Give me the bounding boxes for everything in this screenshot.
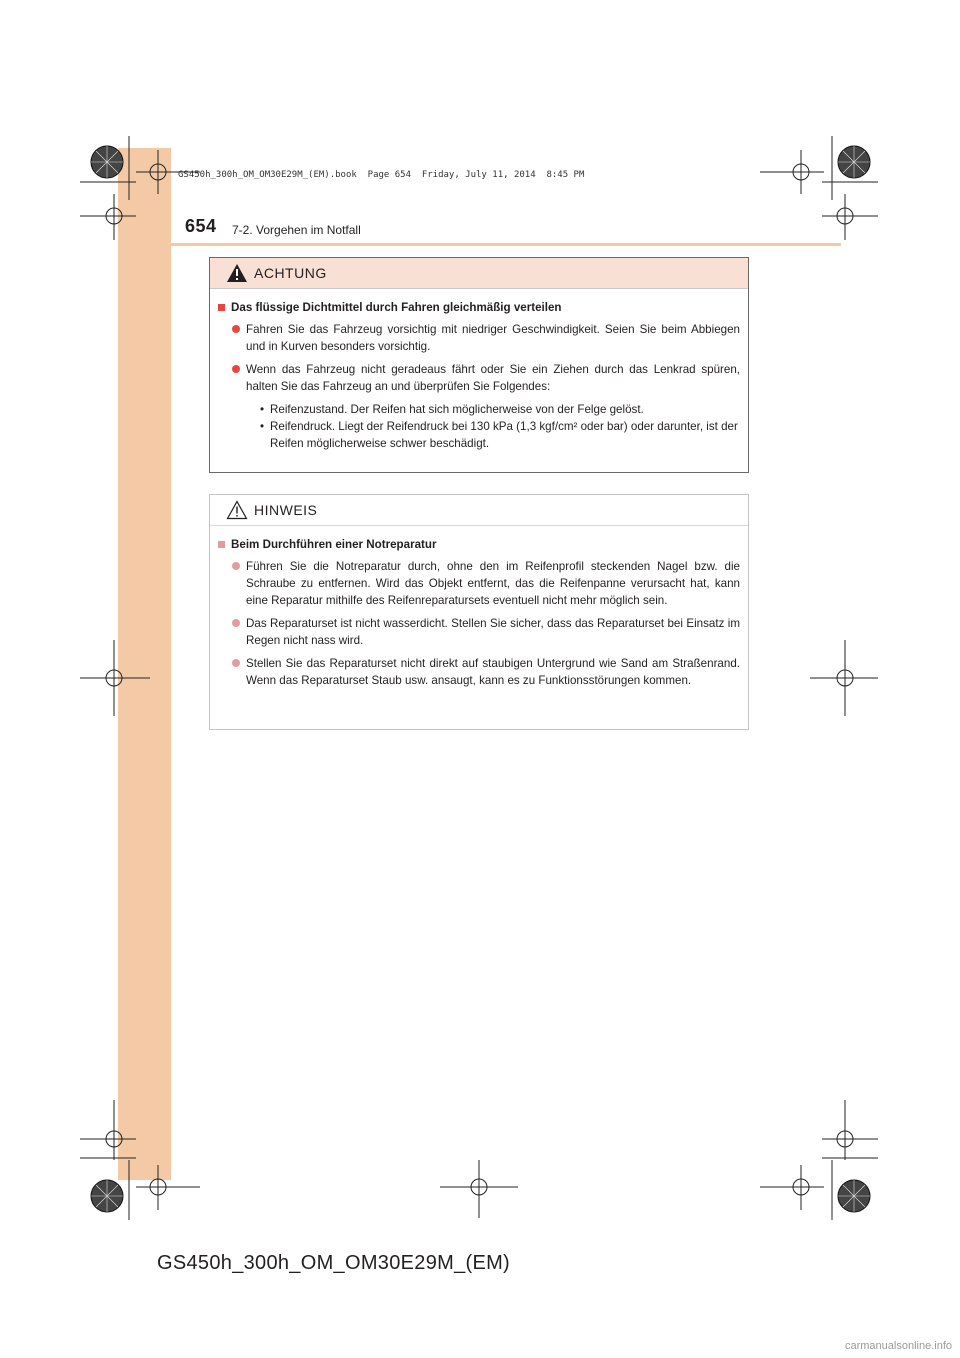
list-item: Wenn das Fahrzeug nicht geradeaus fährt oder Sie ein Ziehen durch das Lenkrad spüren, halten Sie das Fahrzeug an und überprüfen Sie Folgendes: [232, 361, 740, 395]
caution-triangle-icon [226, 500, 248, 520]
note-box-header [210, 495, 748, 526]
watermark: carmanualsonline.info [844, 1340, 952, 1352]
circle-bullet-icon [232, 659, 240, 667]
manual-code: GS450h_300h_OM_OM30E29M_(EM) [157, 1252, 511, 1274]
list-item: Das Reparaturset ist nicht wasserdicht. Stellen Sie sicher, dass das Reparaturset bei Einsatz im Regen nicht nass wird. [232, 615, 740, 649]
warning-subheading: Das flüssige Dichtmittel durch Fahren gleichmäßig verteilen [218, 299, 740, 316]
crosshair-mark [760, 1165, 824, 1210]
note-box-title: HINWEIS [254, 502, 318, 518]
square-bullet-icon [218, 541, 225, 548]
crosshair-mark [136, 150, 200, 194]
crosshair-mark [822, 1100, 878, 1160]
square-bullet-icon [218, 304, 225, 311]
print-info-line: GS450h_300h_OM_OM30E29M_(EM).book Page 654 Friday, July 11, 2014 8:45 PM [178, 170, 585, 180]
warning-box-header [210, 258, 748, 289]
list-item: Fahren Sie das Fahrzeug vorsichtig mit niedriger Geschwindigkeit. Seien Sie beim Abbiegen und in Kurven besonders vorsichtig. [232, 321, 740, 355]
warning-box [209, 257, 749, 473]
crosshair-mark [80, 194, 136, 240]
circle-bullet-icon [232, 619, 240, 627]
section-title: 7-2. Vorgehen im Notfall [232, 223, 361, 237]
crosshair-mark [822, 194, 878, 240]
crosshair-mark [80, 640, 150, 716]
crosshair-mark [760, 150, 824, 194]
page-number: 654 [185, 216, 217, 236]
circle-bullet-icon [232, 365, 240, 373]
list-item: Stellen Sie das Reparaturset nicht direkt auf staubigen Untergrund wie Sand am Straßenrand. Wenn das Reparaturset Staub usw. ansaugt, kann es zu Funktionsstörungen kommen. [232, 655, 740, 689]
check-list-item: • Reifenzustand. Der Reifen hat sich möglicherweise von der Felge gelöst. [260, 403, 644, 416]
crosshair-mark [810, 640, 878, 716]
note-subheading: Beim Durchführen einer Notreparatur [218, 536, 740, 553]
crosshair-mark [440, 1160, 518, 1218]
check-list-item: • Reifendruck. Liegt der Reifendruck bei 130 kPa (1,3 kgf/cm² oder bar) oder darunter, ist der Reifen möglicherweise schwer beschädigt. [260, 420, 738, 450]
circle-bullet-icon [232, 325, 240, 333]
crosshair-mark [80, 1100, 136, 1160]
warning-box-title: ACHTUNG [254, 265, 327, 281]
warning-triangle-icon [226, 263, 248, 283]
check-list [260, 401, 740, 452]
circle-bullet-icon [232, 562, 240, 570]
note-box [209, 494, 749, 730]
list-item: Führen Sie die Notreparatur durch, ohne den im Reifenprofil steckenden Nagel bzw. die Schraube zu entfernen. Wird das Objekt entfernt, das die Reifenpanne verursacht hat, kann eine Reparatur mithilfe des Reifenreparatursets eventuell nicht mehr möglich sein. [232, 558, 740, 609]
crosshair-mark [136, 1165, 200, 1210]
